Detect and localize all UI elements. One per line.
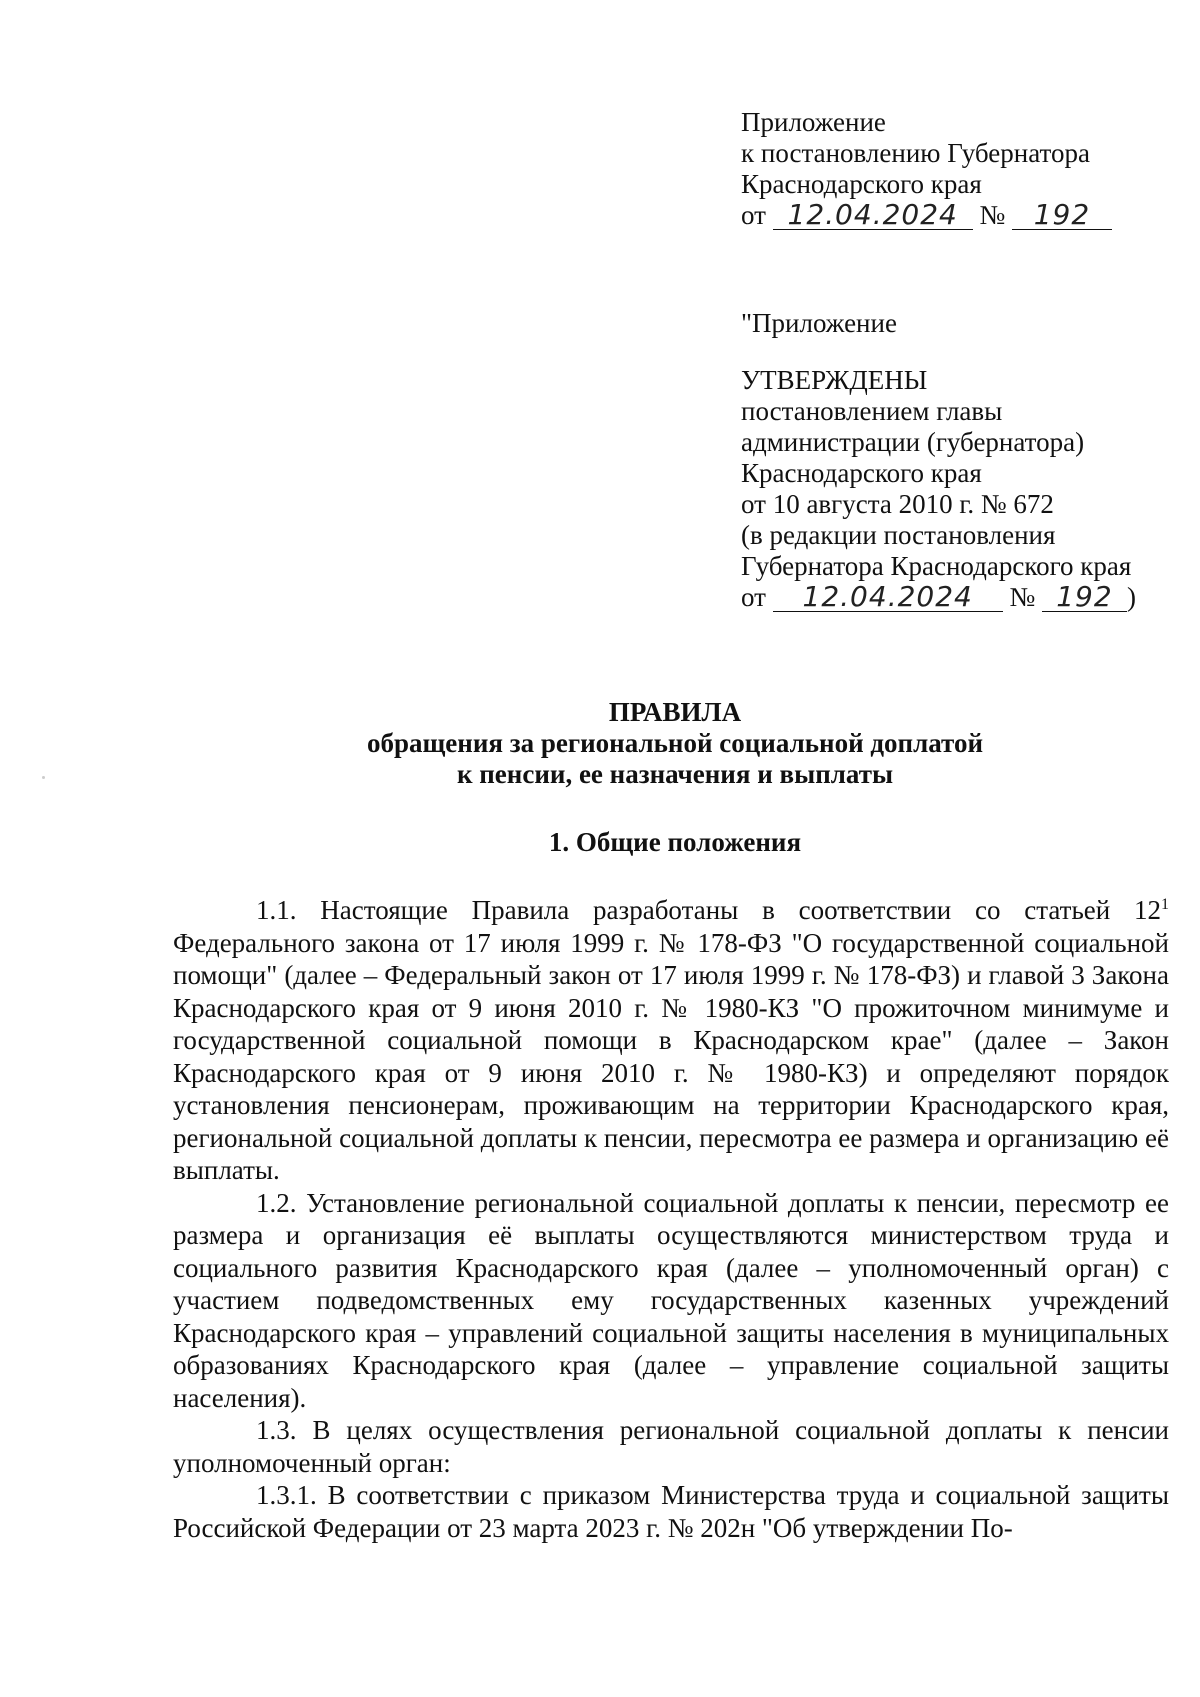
approval-quote-title: "Приложение	[741, 308, 897, 338]
approval-line: (в редакции постановления	[741, 520, 1056, 550]
title-line: к пенсии, ее назначения и выплаты	[456, 759, 894, 789]
scan-speck	[42, 776, 45, 779]
section-heading: 1. Общие положения	[548, 827, 802, 857]
approval-line: Губернатора Краснодарского края	[741, 551, 1132, 581]
closing-paren: )	[1126, 582, 1136, 612]
approval-line: постановлением главы	[741, 396, 1003, 426]
paragraph: 1.3. В целях осуществления региональной социальной доплаты к пенсии уполномоченный орган:	[173, 1415, 1169, 1478]
title-line: обращения за региональной социальной доплатой	[366, 728, 984, 758]
date-prefix: от	[741, 582, 766, 612]
paragraph-text: Федерального закона от 17 июля 1999 г. № 178-ФЗ "О государственной социальной помощи" (далее – Федеральный закон от 17 июля 1999 г. № 178-ФЗ) и главой 3 Закона Краснодарского края от 9 июня 2010 г. № 1980-КЗ "О прожиточном минимуме и государственной социальной помощи в Краснодарском крае" (далее – Закон Краснодарского края от 9 июня 2010 г. № 1980-КЗ) и определяют порядок установления пенсионерам, проживающим на территории Краснодарского края, региональной социальной доплаты к пенсии, пересмотра ее размера и организацию её выплаты.	[173, 927, 1169, 1185]
approval-date-line	[741, 582, 1171, 613]
handwritten-number: 192	[1012, 201, 1112, 230]
appendix-header	[741, 107, 1161, 231]
document-title	[160, 697, 1190, 790]
handwritten-date: 12.04.2024	[773, 583, 1003, 612]
paragraph: 1.2. Установление региональной социальной доплаты к пенсии, пересмотр ее размера и организация её выплаты осуществляются министерством труда и социального развития Краснодарского края (далее – уполномоченный орган) с участием подведомственных ему государственных казенных учреждений Краснодарского края – управлений социальной защиты населения в муниципальных образованиях Краснодарского края (далее – управление социальной защиты населения).	[173, 1187, 1169, 1413]
approval-line: от 10 августа 2010 г. № 672	[741, 489, 1054, 519]
appendix-line: к постановлению Губернатора	[741, 138, 1090, 168]
document-body	[173, 894, 1169, 1544]
handwritten-date: 12.04.2024	[773, 201, 973, 230]
approval-caps: УТВЕРЖДЕНЫ	[741, 365, 928, 395]
approval-line: Краснодарского края	[741, 458, 982, 488]
paragraph: 1.3.1. В соответствии с приказом Министерства труда и социальной защиты Российской Федерации от 23 марта 2023 г. № 202н "Об утверждении По-	[173, 1480, 1169, 1543]
appendix-line: Краснодарского края	[741, 169, 982, 199]
superscript: 1	[1161, 896, 1169, 913]
date-prefix: от	[741, 200, 766, 230]
number-sign: №	[979, 200, 1006, 230]
paragraph	[173, 894, 1169, 1187]
appendix-title: Приложение	[741, 107, 886, 137]
approval-block	[741, 308, 1171, 613]
approval-line: администрации (губернатора)	[741, 427, 1085, 457]
handwritten-number: 192	[1042, 583, 1127, 612]
number-sign: №	[1009, 582, 1036, 612]
appendix-date-line	[741, 200, 1161, 231]
paragraph-text: 1.1. Настоящие Правила разработаны в соответствии со статьей 12	[256, 895, 1161, 925]
title-main: ПРАВИЛА	[608, 697, 742, 727]
